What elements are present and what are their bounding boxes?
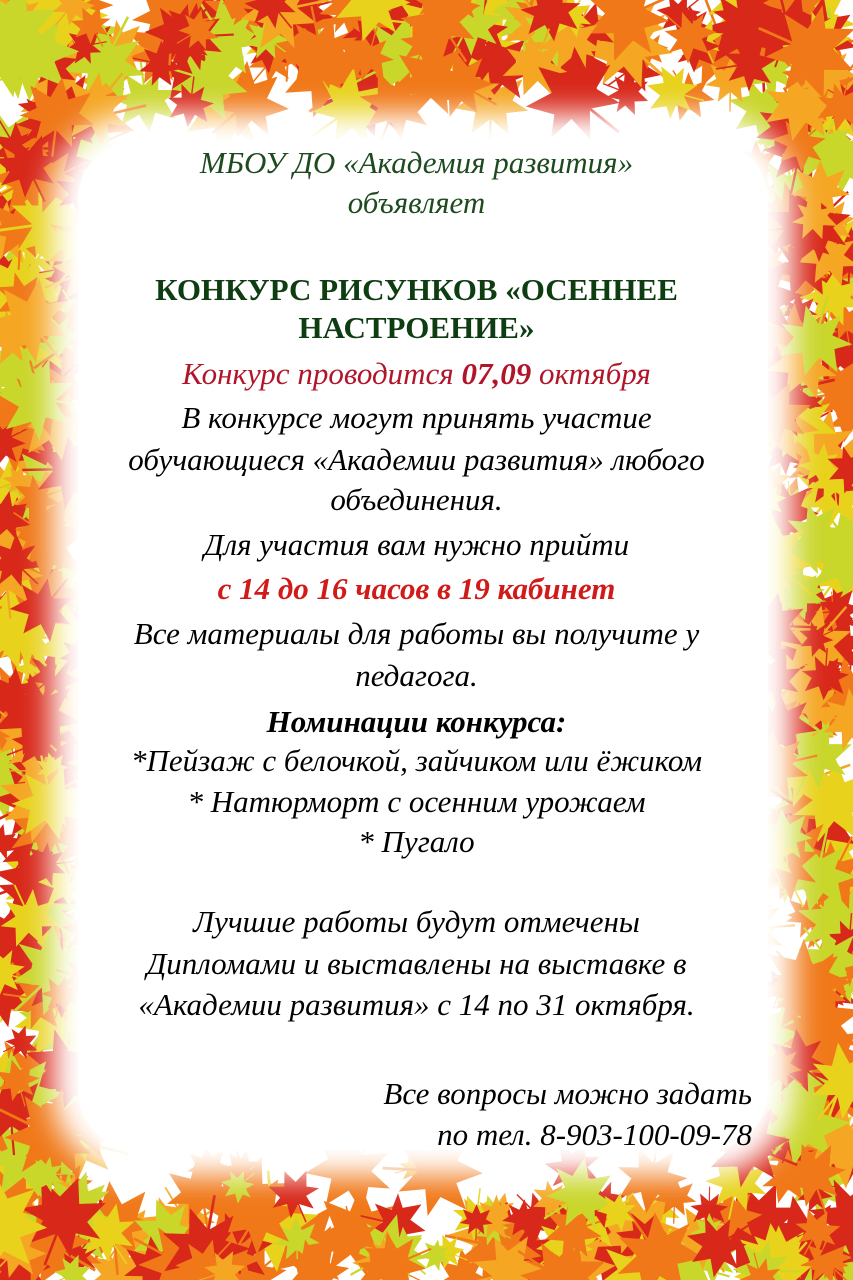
date-prefix: Конкурс проводится xyxy=(182,356,462,391)
results-line3: «Академии развития» с 14 по 31 октября. xyxy=(138,987,695,1022)
nominations-header: Номинации конкурса: xyxy=(266,704,567,739)
contest-date xyxy=(0,354,833,394)
contest-title-line2: НАСТРОЕНИЕ» xyxy=(298,310,535,345)
date-suffix: октября xyxy=(531,356,651,391)
organizer-line: МБОУ ДО «Академия развития» xyxy=(199,145,634,180)
nomination-item: * Натюрморт с осенним урожаем xyxy=(187,784,646,819)
participants-line3: объединения. xyxy=(330,482,503,517)
results-line1: Лучшие работы будут отмечены xyxy=(193,904,640,939)
contact-line1: Все вопросы можно задать xyxy=(383,1076,752,1111)
date-value: 07,09 xyxy=(461,356,532,391)
results-line2: Дипломами и выставлены на выставке в xyxy=(146,946,687,981)
nomination-item: *Пейзаж с белочкой, зайчиком или ёжиком xyxy=(131,743,702,778)
participants-line1: В конкурсе могут принять участие xyxy=(181,400,652,435)
how-line2-time-room: с 14 до 16 часов в 19 кабинет xyxy=(217,571,616,606)
participants-line2: обучающиеся «Академии развития» любого xyxy=(128,442,705,477)
contact-phone: по тел. 8-903-100-09-78 xyxy=(437,1117,752,1152)
announces-line: объявляет xyxy=(347,185,486,220)
materials-line1: Все материалы для работы вы получите у xyxy=(133,616,700,651)
contest-title-line1: КОНКУРС РИСУНКОВ «ОСЕННЕЕ xyxy=(155,272,678,307)
materials-line2: педагога. xyxy=(355,658,478,693)
how-line1: Для участия вам нужно прийти xyxy=(203,527,630,562)
nomination-item: * Пугало xyxy=(358,824,475,859)
